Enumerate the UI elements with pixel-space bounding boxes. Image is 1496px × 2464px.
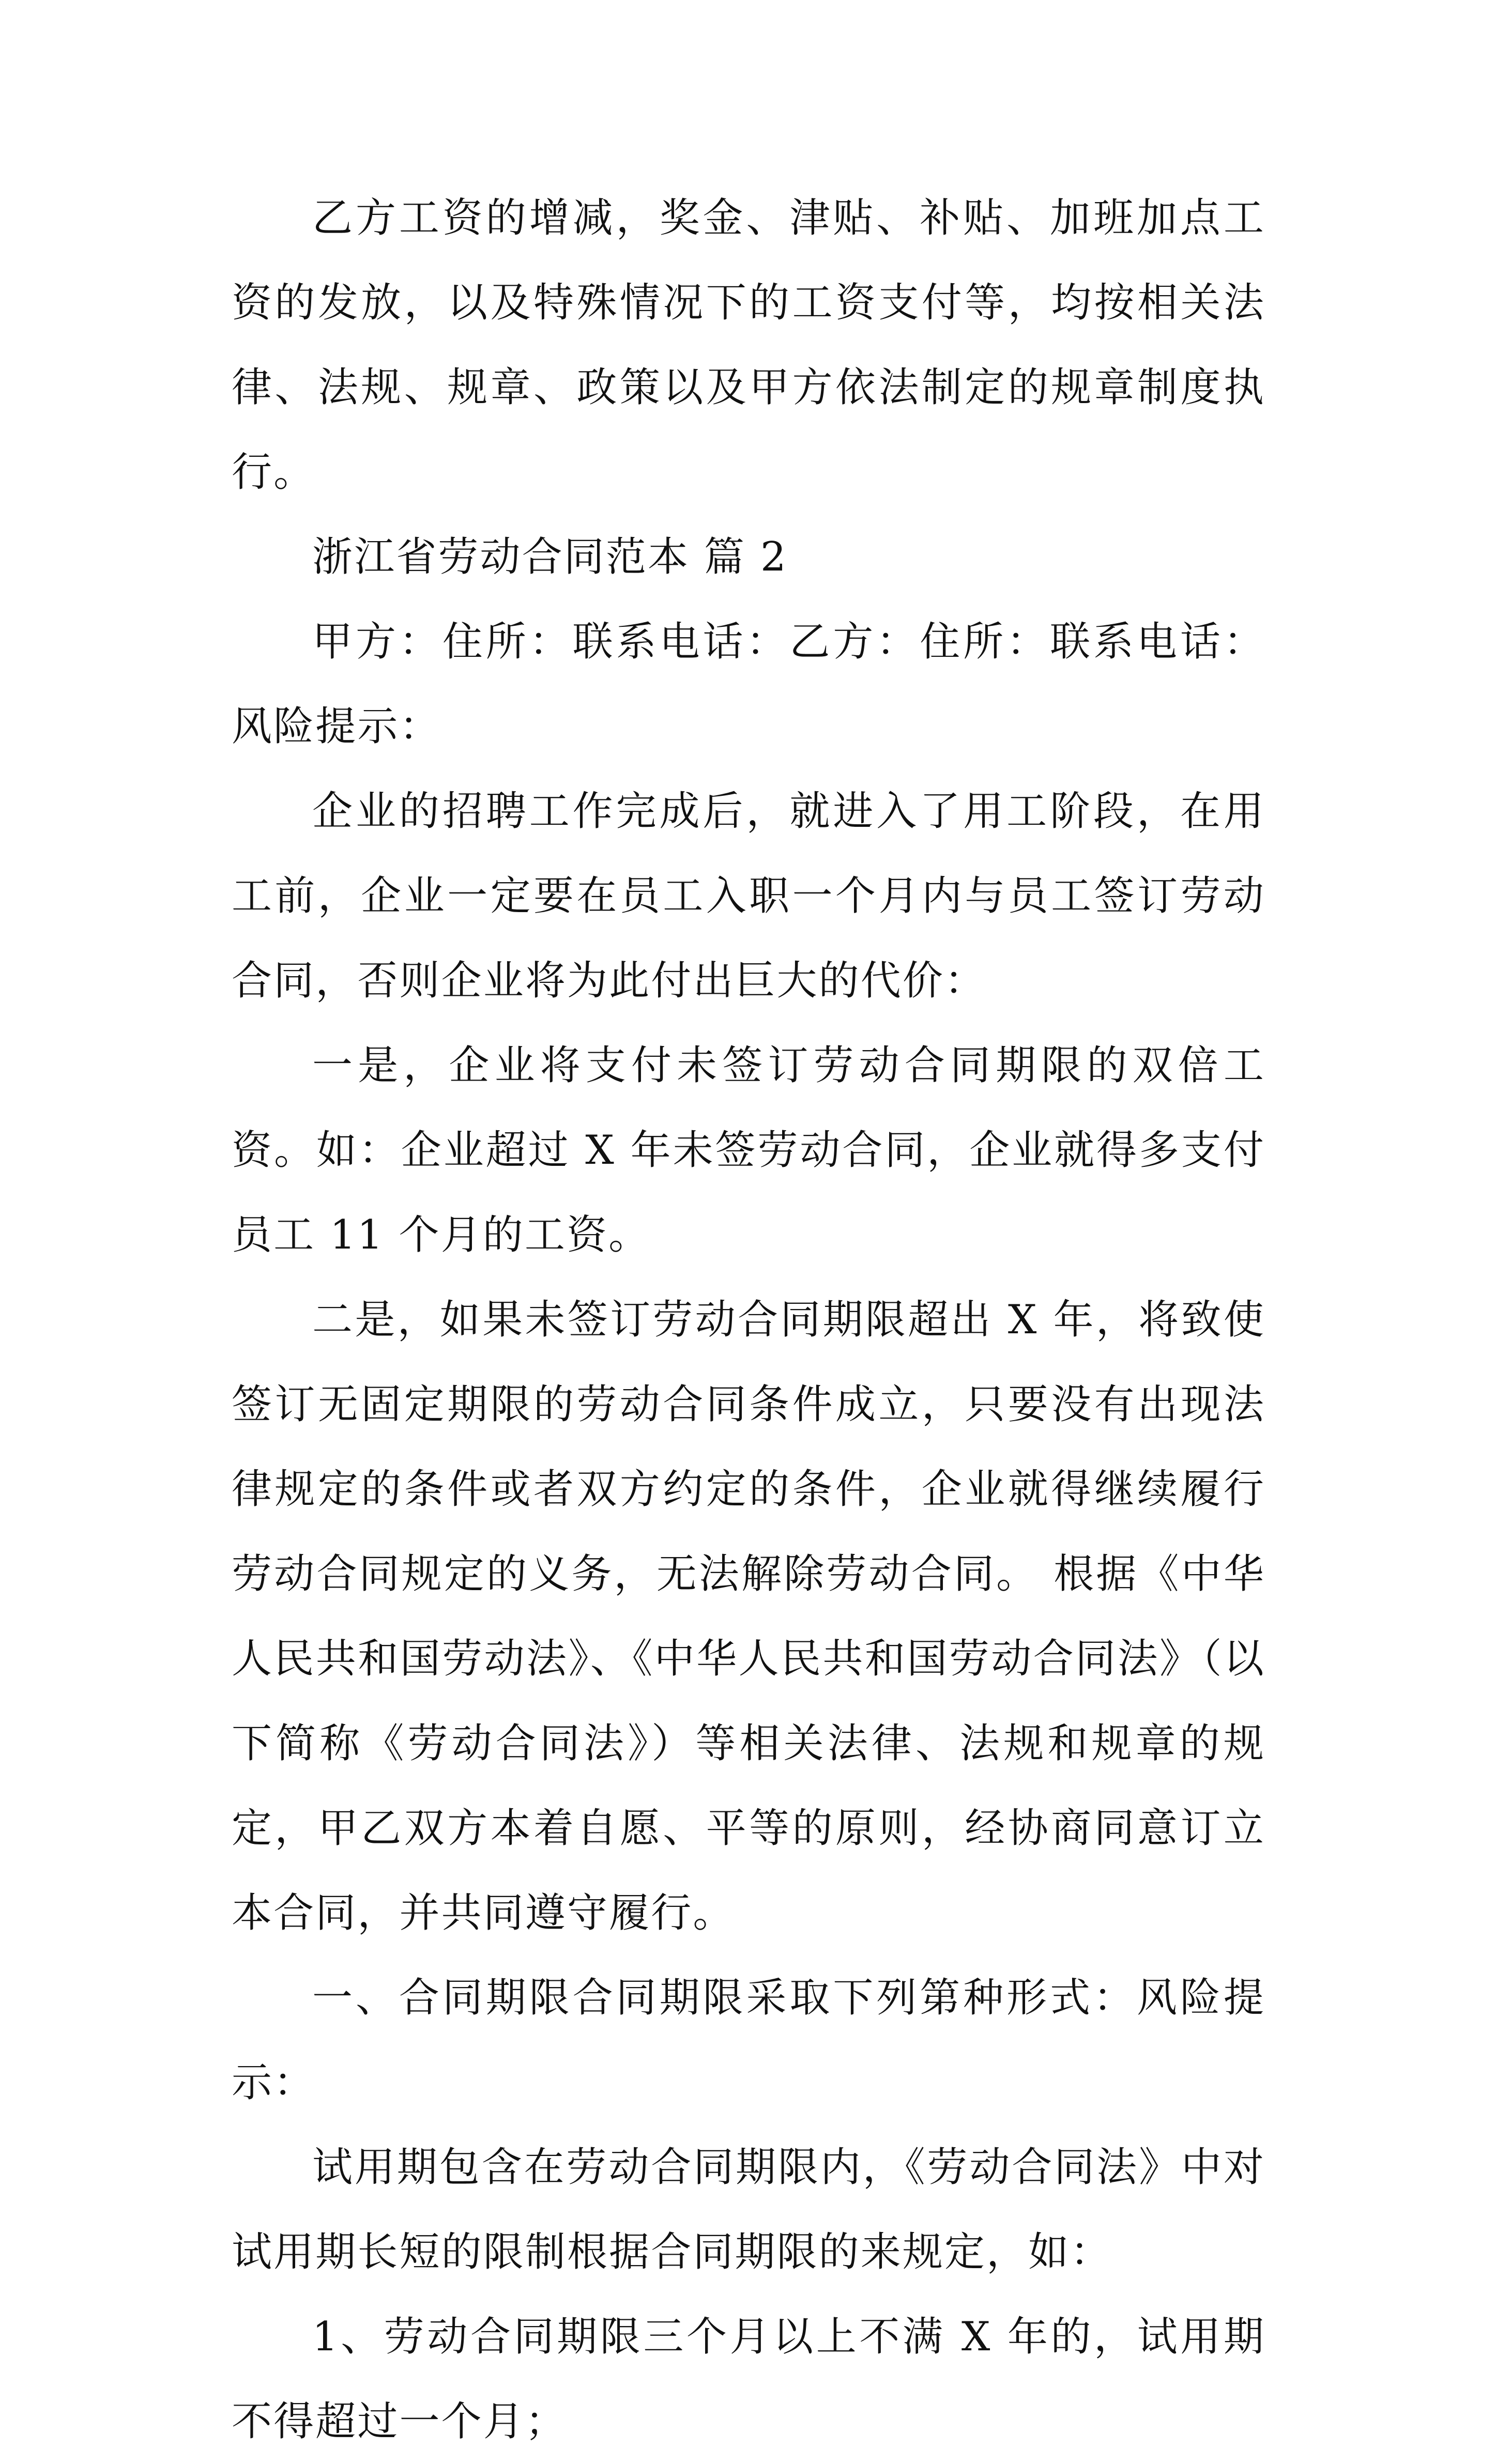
paragraph-point-one: 一是，企业将支付未签订劳动合同期限的双倍工资。如：企业超过 X 年未签劳动合同，企业就得多支付员工 11 个月的工资。 [232,1042,1265,1258]
paragraph-wage-adjustment: 乙方工资的增减，奖金、津贴、补贴、加班加点工资的发放，以及特殊情况下的工资支付等，均按相关法律、法规、规章、政策以及甲方依法制定的规章制度执行。 [232,195,1265,496]
paragraph-contract-term: 一、合同期限合同期限采取下列第种形式：风险提示： [232,1975,1265,2106]
paragraph-item-1: 1、劳动合同期限三个月以上不满 X 年的，试用期不得超过一个月； [232,2314,1265,2445]
document-body [232,176,1265,2464]
paragraph-parties: 甲方：住所：联系电话：乙方：住所：联系电话：风险提示： [232,619,1265,750]
paragraph-probation: 试用期包含在劳动合同期限内，《劳动合同法》中对试用期长短的限制根据合同期限的来规定，如： [232,2144,1265,2275]
section-heading-template-2: 浙江省劳动合同范本 篇 2 [312,534,788,580]
paragraph-recruitment: 企业的招聘工作完成后，就进入了用工阶段，在用工前，企业一定要在员工入职一个月内与员工签订劳动合同，否则企业将为此付出巨大的代价： [232,788,1265,1004]
paragraph-point-two: 二是，如果未签订劳动合同期限超出 X 年，将致使签订无固定期限的劳动合同条件成立，只要没有出现法律规定的条件或者双方约定的条件，企业就得继续履行劳动合同规定的义务，无法解除劳动合同。 根据《中华人民共和国劳动法》、《中华人民共和国劳动合同法》（以下简称《劳动合同法》）等相关法律、法规和规章的规定，甲乙双方本着自愿、平等的原则，经协商同意订立本合同，并共同遵守履行。 [232,1297,1265,1936]
